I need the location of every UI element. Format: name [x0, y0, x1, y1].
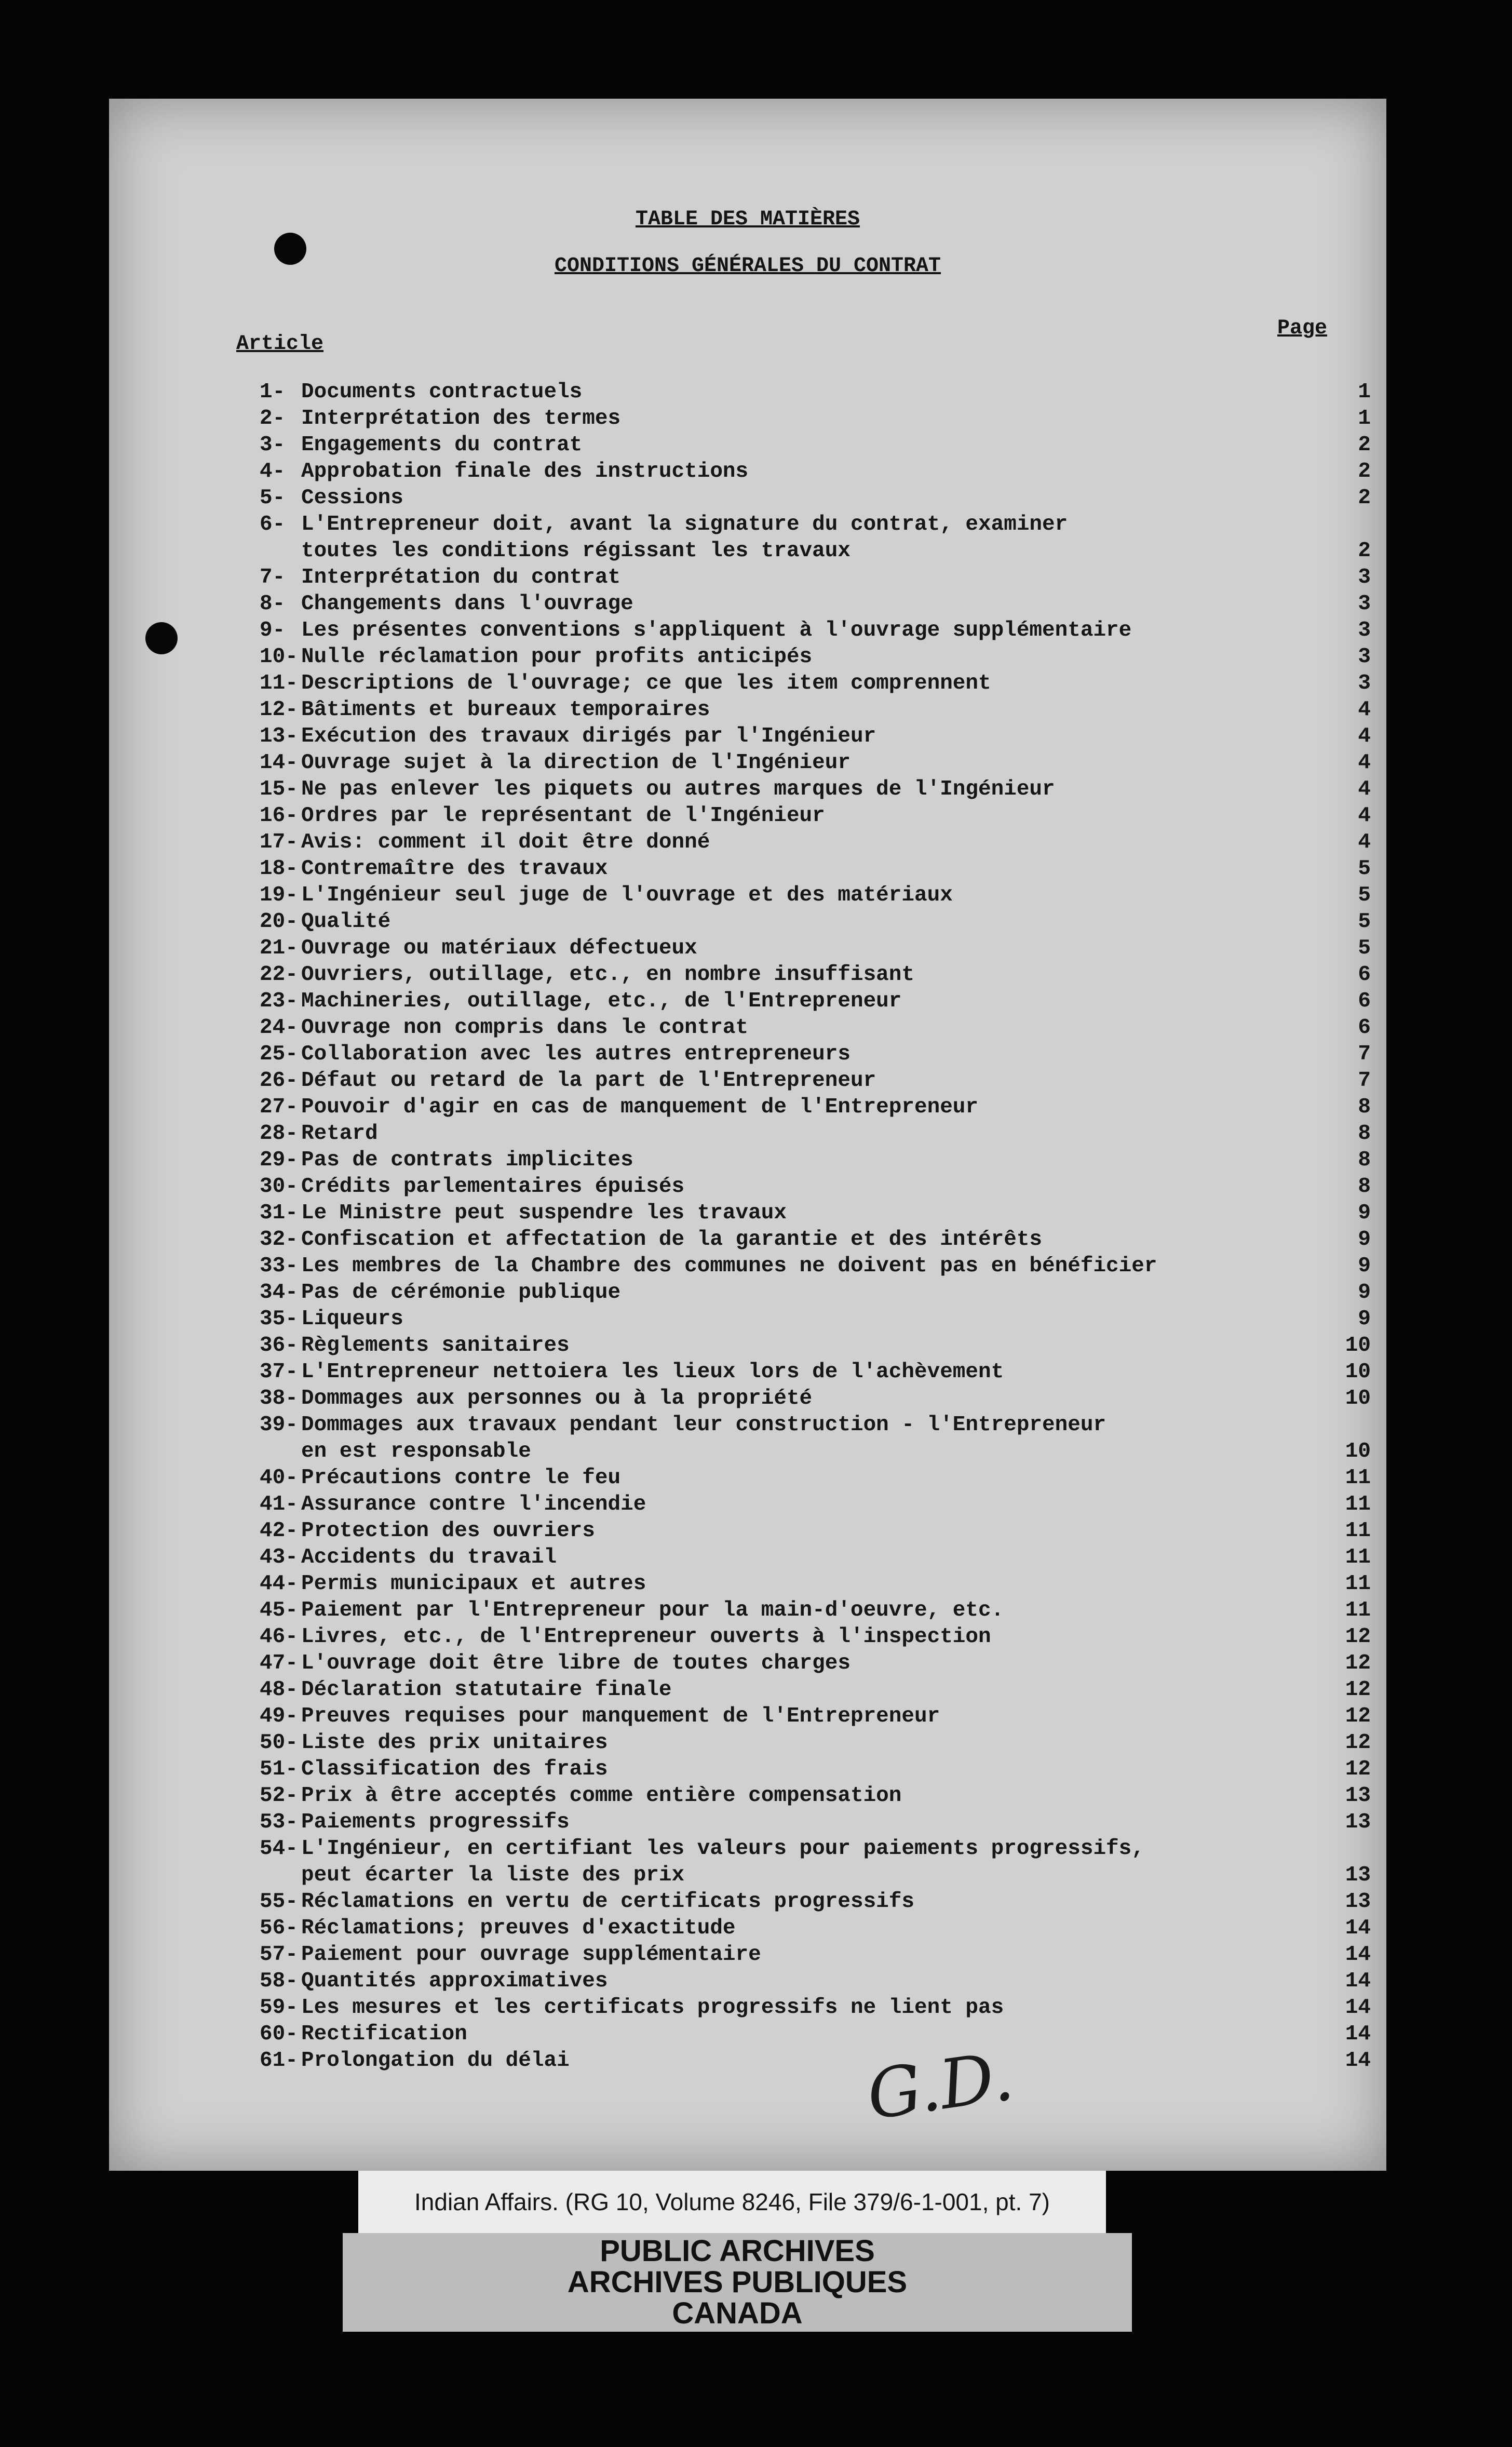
toc-entry-title: Preuves requises pour manquement de l'Entrepreneur: [301, 1704, 940, 1728]
toc-entry-page: 6: [1358, 963, 1371, 987]
toc-entry-page: 7: [1358, 1069, 1371, 1093]
toc-entry-page: 9: [1358, 1201, 1371, 1225]
toc-entry: [260, 644, 1371, 670]
toc-entry-title: Paiement par l'Entrepreneur pour la main-d'oeuvre, etc.: [301, 1598, 1004, 1622]
toc-entry: [260, 1942, 1371, 1968]
toc-entry-number: 49-: [260, 1704, 298, 1728]
toc-entry-number: 45-: [260, 1598, 298, 1622]
toc-entry-number: 17-: [260, 830, 298, 854]
toc-entry-page: 12: [1345, 1731, 1371, 1755]
toc-entry-number: 29-: [260, 1148, 298, 1172]
toc-entry: [260, 697, 1371, 723]
toc-entry-number: 24-: [260, 1016, 298, 1040]
toc-entry: [260, 1333, 1371, 1359]
toc-entry-page: 3: [1358, 619, 1371, 642]
toc-entry: [260, 1756, 1371, 1783]
toc-entry-page: 3: [1358, 566, 1371, 589]
toc-entry: [260, 1889, 1371, 1915]
toc-entry-page: 9: [1358, 1254, 1371, 1278]
toc-entry-number: 58-: [260, 1969, 298, 1993]
toc-entry-title: Rectification: [301, 2022, 467, 2046]
toc-entry: [260, 1571, 1371, 1597]
toc-entry: [260, 1968, 1371, 1995]
toc-entry: [260, 829, 1371, 856]
toc-entry: [260, 1015, 1371, 1041]
toc-entry-number: 48-: [260, 1678, 298, 1702]
toc-entry-title: Documents contractuels: [301, 380, 583, 404]
toc-entry-page: 13: [1345, 1890, 1371, 1914]
toc-entry: [260, 591, 1371, 617]
toc-entry: [260, 1915, 1371, 1942]
toc-entry: [260, 1544, 1371, 1571]
toc-entry-page: 10: [1345, 1334, 1371, 1357]
toc-entry-page: 12: [1345, 1704, 1371, 1728]
toc-entry-number: 35-: [260, 1307, 298, 1331]
toc-entry-number: 51-: [260, 1757, 298, 1781]
archive-reference-label: Indian Affairs. (RG 10, Volume 8246, File 379/6-1-001, pt. 7): [358, 2171, 1106, 2233]
toc-entry-number: 6-: [260, 513, 286, 536]
toc-entry-page: 3: [1358, 645, 1371, 669]
toc-entry-page: 12: [1345, 1625, 1371, 1649]
toc-entry: [260, 1227, 1371, 1253]
toc-entry: [260, 379, 1371, 406]
toc-entry-page: 3: [1358, 592, 1371, 616]
toc-entry-page: 11: [1345, 1545, 1371, 1569]
toc-entry-title: Défaut ou retard de la part de l'Entrepreneur: [301, 1069, 876, 1093]
toc-entry-page: 5: [1358, 910, 1371, 934]
toc-entry-number: 22-: [260, 963, 298, 987]
toc-entry-title: Le Ministre peut suspendre les travaux: [301, 1201, 787, 1225]
toc-entry-title: Protection des ouvriers: [301, 1519, 595, 1543]
toc-entry-number: 18-: [260, 857, 298, 881]
toc-entry-title: Livres, etc., de l'Entrepreneur ouverts à l'inspection: [301, 1625, 991, 1649]
toc-entry-title: Classification des frais: [301, 1757, 608, 1781]
toc-entry-page: 12: [1345, 1678, 1371, 1702]
table-of-contents: [260, 379, 1371, 2074]
toc-entry-title: Confiscation et affectation de la garantie et des intérêts: [301, 1228, 1043, 1252]
toc-entry-number: 54-: [260, 1837, 298, 1861]
document-page: [109, 99, 1386, 2171]
toc-entry-page: 14: [1345, 1916, 1371, 1940]
toc-entry-number: 16-: [260, 804, 298, 828]
toc-entry-number: 8-: [260, 592, 286, 616]
toc-entry-page: 10: [1345, 1387, 1371, 1410]
toc-entry-page: 9: [1358, 1281, 1371, 1305]
toc-entry-title: L'ouvrage doit être libre de toutes charges: [301, 1651, 851, 1675]
toc-entry-number: 47-: [260, 1651, 298, 1675]
toc-entry-number: 44-: [260, 1572, 298, 1596]
toc-entry-number: 42-: [260, 1519, 298, 1543]
toc-entry-title: Qualité: [301, 910, 391, 934]
toc-entry-number: 32-: [260, 1228, 298, 1252]
toc-entry-number: 27-: [260, 1095, 298, 1119]
toc-entry-number: 33-: [260, 1254, 298, 1278]
toc-entry-number: 30-: [260, 1175, 298, 1199]
toc-entry-title: Nulle réclamation pour profits anticipés: [301, 645, 813, 669]
toc-entry-title: Paiements progressifs: [301, 1810, 570, 1834]
toc-entry-title: Ordres par le représentant de l'Ingénieur: [301, 804, 825, 828]
toc-entry: [260, 432, 1371, 459]
toc-entry-title: L'Ingénieur seul juge de l'ouvrage et des matériaux: [301, 883, 953, 907]
toc-entry-title: Liste des prix unitaires: [301, 1731, 608, 1755]
toc-entry-number: 56-: [260, 1916, 298, 1940]
toc-entry-title: Les membres de la Chambre des communes ne doivent pas en bénéficier: [301, 1254, 1157, 1278]
toc-entry-title: Règlements sanitaires: [301, 1334, 570, 1357]
toc-entry-title: Paiement pour ouvrage supplémentaire: [301, 1943, 761, 1967]
toc-entry-title: Machineries, outillage, etc., de l'Entrepreneur: [301, 989, 902, 1013]
toc-entry-page: 9: [1358, 1307, 1371, 1331]
toc-entry: [260, 909, 1371, 935]
toc-entry-number: 11-: [260, 671, 298, 695]
toc-entry-number: 61-: [260, 2049, 298, 2073]
toc-entry-title: Ouvrage sujet à la direction de l'Ingénieur: [301, 751, 851, 775]
toc-entry-number: 9-: [260, 619, 286, 642]
toc-entry-number: 43-: [260, 1545, 298, 1569]
toc-entry-page: 8: [1358, 1175, 1371, 1199]
article-column-label: Article: [236, 332, 324, 356]
toc-entry: [260, 1386, 1371, 1412]
toc-entry-title: Retard: [301, 1122, 378, 1146]
toc-entry-number: 1-: [260, 380, 286, 404]
toc-entry: [260, 1200, 1371, 1227]
toc-entry-title: Collaboration avec les autres entrepreneurs: [301, 1042, 851, 1066]
document-subtitle: CONDITIONS GÉNÉRALES DU CONTRAT: [554, 254, 941, 278]
toc-entry-title: L'Entrepreneur nettoiera les lieux lors de l'achèvement: [301, 1360, 1004, 1384]
toc-entry-number: 26-: [260, 1069, 298, 1093]
toc-entry: [260, 564, 1371, 591]
toc-entry-page: 8: [1358, 1122, 1371, 1146]
toc-entry-title: Réclamations en vertu de certificats progressifs: [301, 1890, 914, 1914]
toc-entry-page: 2: [1358, 486, 1371, 510]
toc-entry-number: 36-: [260, 1334, 298, 1357]
toc-entry: [260, 803, 1371, 829]
toc-entry-page: 7: [1358, 1042, 1371, 1066]
toc-entry: [260, 988, 1371, 1015]
toc-entry-title: Crédits parlementaires épuisés: [301, 1175, 685, 1199]
toc-entry-title: Interprétation du contrat: [301, 566, 621, 589]
toc-entry-title: Engagements du contrat: [301, 433, 583, 457]
toc-entry-page: 10: [1345, 1360, 1371, 1384]
toc-entry-page: 4: [1358, 777, 1371, 801]
toc-entry-number: 15-: [260, 777, 298, 801]
toc-entry: [260, 1121, 1371, 1147]
toc-entry-number: 4-: [260, 460, 286, 483]
toc-entry-title: L'Entrepreneur doit, avant la signature du contrat, examiner toutes les conditions régissant les travaux: [301, 513, 1068, 563]
toc-entry-page: 14: [1345, 1943, 1371, 1967]
toc-entry: [260, 2048, 1371, 2074]
toc-entry-title: Changements dans l'ouvrage: [301, 592, 633, 616]
toc-entry-title: Descriptions de l'ouvrage; ce que les item comprennent: [301, 671, 991, 695]
toc-entry-page: 13: [1345, 1810, 1371, 1834]
toc-entry: [260, 1465, 1371, 1491]
toc-entry-number: 5-: [260, 486, 286, 510]
handwritten-signature: G.D.: [862, 2036, 1018, 2135]
toc-entry-number: 25-: [260, 1042, 298, 1066]
toc-entry: [260, 1809, 1371, 1836]
toc-entry-number: 55-: [260, 1890, 298, 1914]
toc-entry-number: 3-: [260, 433, 286, 457]
toc-entry-title: Ouvriers, outillage, etc., en nombre insuffisant: [301, 963, 914, 987]
toc-entry-page: 13: [1345, 1784, 1371, 1808]
toc-entry-page: 11: [1345, 1519, 1371, 1543]
toc-entry-title: Contremaître des travaux: [301, 857, 608, 881]
toc-entry: [260, 1359, 1371, 1386]
toc-entry-number: 21-: [260, 936, 298, 960]
toc-entry: [260, 512, 1371, 564]
toc-entry-number: 37-: [260, 1360, 298, 1384]
toc-entry: [260, 935, 1371, 962]
toc-entry-title: Assurance contre l'incendie: [301, 1493, 646, 1516]
document-title: TABLE DES MATIÈRES: [635, 208, 860, 231]
toc-entry-title: Pas de cérémonie publique: [301, 1281, 621, 1305]
toc-entry: [260, 1597, 1371, 1624]
toc-entry-number: 53-: [260, 1810, 298, 1834]
toc-entry: [260, 856, 1371, 882]
toc-entry: [260, 962, 1371, 988]
toc-entry-title: Réclamations; preuves d'exactitude: [301, 1916, 736, 1940]
toc-entry-number: 39-: [260, 1413, 298, 1437]
toc-entry-page: 8: [1358, 1095, 1371, 1119]
toc-entry-title: Ouvrage non compris dans le contrat: [301, 1016, 749, 1040]
toc-entry-page: 6: [1358, 1016, 1371, 1040]
toc-entry-title: Précautions contre le feu: [301, 1466, 621, 1490]
toc-entry-page: 12: [1345, 1651, 1371, 1675]
toc-entry: [260, 485, 1371, 512]
toc-entry: [260, 1041, 1371, 1068]
toc-entry-page: 12: [1345, 1757, 1371, 1781]
toc-entry: [260, 1677, 1371, 1703]
toc-entry: [260, 1518, 1371, 1544]
toc-entry-title: Prolongation du délai: [301, 2049, 570, 2073]
toc-entry-number: 52-: [260, 1784, 298, 1808]
toc-entry-page: 11: [1345, 1598, 1371, 1622]
toc-entry: [260, 1624, 1371, 1650]
toc-entry-page: 2: [1358, 539, 1371, 563]
toc-entry-number: 7-: [260, 566, 286, 589]
archive-stamp: [343, 2233, 1132, 2332]
toc-entry-page: 11: [1345, 1572, 1371, 1596]
toc-entry-number: 60-: [260, 2022, 298, 2046]
archive-stamp-line-2: ARCHIVES PUBLIQUES: [567, 2265, 908, 2299]
toc-entry-page: 2: [1358, 460, 1371, 483]
toc-entry-number: 40-: [260, 1466, 298, 1490]
toc-entry-number: 2-: [260, 407, 286, 431]
toc-entry-page: 5: [1358, 883, 1371, 907]
toc-entry-number: 12-: [260, 698, 298, 722]
toc-entry: [260, 406, 1371, 432]
toc-entry-page: 14: [1345, 1996, 1371, 2020]
toc-entry-title: Dommages aux travaux pendant leur construction - l'Entrepreneur en est responsable: [301, 1413, 1106, 1463]
toc-entry-title: Quantités approximatives: [301, 1969, 608, 1993]
toc-entry-title: Bâtiments et bureaux temporaires: [301, 698, 710, 722]
toc-entry-number: 59-: [260, 1996, 298, 2020]
toc-entry-title: Dommages aux personnes ou à la propriété: [301, 1387, 813, 1410]
toc-entry: [260, 459, 1371, 485]
toc-entry-page: 5: [1358, 857, 1371, 881]
toc-entry-page: 1: [1358, 380, 1371, 404]
toc-entry-title: Prix à être acceptés comme entière compensation: [301, 1784, 902, 1808]
toc-entry-page: 4: [1358, 751, 1371, 775]
toc-entry-number: 41-: [260, 1493, 298, 1516]
toc-entry-number: 28-: [260, 1122, 298, 1146]
toc-entry-page: 5: [1358, 936, 1371, 960]
toc-entry-number: 20-: [260, 910, 298, 934]
toc-entry-number: 23-: [260, 989, 298, 1013]
toc-entry: [260, 1730, 1371, 1756]
archive-stamp-line-3: CANADA: [672, 2296, 803, 2330]
toc-entry: [260, 1094, 1371, 1121]
toc-entry-number: 10-: [260, 645, 298, 669]
toc-entry: [260, 1068, 1371, 1094]
toc-entry-number: 50-: [260, 1731, 298, 1755]
archive-stamp-line-1: PUBLIC ARCHIVES: [600, 2234, 875, 2268]
toc-entry-page: 2: [1358, 433, 1371, 457]
page-column-label: Page: [1277, 317, 1328, 340]
toc-entry-title: Cessions: [301, 486, 403, 510]
toc-entry-number: 46-: [260, 1625, 298, 1649]
toc-entry-title: Liqueurs: [301, 1307, 403, 1331]
toc-entry: [260, 1836, 1371, 1889]
toc-entry-title: Approbation finale des instructions: [301, 460, 749, 483]
toc-entry-title: Ouvrage ou matériaux défectueux: [301, 936, 697, 960]
toc-entry-page: 1: [1358, 407, 1371, 431]
toc-entry: [260, 617, 1371, 644]
toc-entry-title: Déclaration statutaire finale: [301, 1678, 672, 1702]
toc-entry-page: 10: [1345, 1440, 1371, 1463]
toc-entry-page: 4: [1358, 830, 1371, 854]
punch-hole-middle: [145, 622, 178, 654]
toc-entry-page: 8: [1358, 1148, 1371, 1172]
toc-entry: [260, 750, 1371, 776]
toc-entry-title: Les présentes conventions s'appliquent à l'ouvrage supplémentaire: [301, 619, 1132, 642]
toc-entry-title: L'Ingénieur, en certifiant les valeurs pour paiements progressifs, peut écarter la liste des prix: [301, 1837, 1144, 1887]
toc-entry: [260, 1280, 1371, 1306]
toc-entry-page: 11: [1345, 1466, 1371, 1490]
toc-entry: [260, 2021, 1371, 2048]
toc-entry-title: Ne pas enlever les piquets ou autres marques de l'Ingénieur: [301, 777, 1055, 801]
toc-entry-page: 14: [1345, 2049, 1371, 2073]
toc-entry-page: 6: [1358, 989, 1371, 1013]
toc-entry-page: 9: [1358, 1228, 1371, 1252]
toc-entry: [260, 1703, 1371, 1730]
toc-entry: [260, 882, 1371, 909]
toc-entry-title: Accidents du travail: [301, 1545, 557, 1569]
toc-entry-page: 3: [1358, 671, 1371, 695]
toc-entry-title: Les mesures et les certificats progressifs ne lient pas: [301, 1996, 1004, 2020]
toc-entry-number: 38-: [260, 1387, 298, 1410]
toc-entry-page: 4: [1358, 698, 1371, 722]
toc-entry-title: Permis municipaux et autres: [301, 1572, 646, 1596]
toc-entry-title: Pas de contrats implicites: [301, 1148, 633, 1172]
toc-entry-page: 11: [1345, 1493, 1371, 1516]
toc-entry: [260, 1306, 1371, 1333]
toc-entry-title: Interprétation des termes: [301, 407, 621, 431]
toc-entry: [260, 1650, 1371, 1677]
toc-entry-number: 14-: [260, 751, 298, 775]
toc-entry-page: 14: [1345, 1969, 1371, 1993]
toc-entry-page: 14: [1345, 2022, 1371, 2046]
toc-entry: [260, 723, 1371, 750]
toc-entry-title: Pouvoir d'agir en cas de manquement de l'Entrepreneur: [301, 1095, 979, 1119]
toc-entry-number: 31-: [260, 1201, 298, 1225]
toc-entry-page: 4: [1358, 724, 1371, 748]
toc-entry-number: 57-: [260, 1943, 298, 1967]
toc-entry-number: 19-: [260, 883, 298, 907]
toc-entry: [260, 1174, 1371, 1200]
toc-entry: [260, 1491, 1371, 1518]
toc-entry: [260, 1783, 1371, 1809]
toc-entry: [260, 670, 1371, 697]
toc-entry: [260, 1147, 1371, 1174]
toc-entry: [260, 1995, 1371, 2021]
toc-entry-number: 34-: [260, 1281, 298, 1305]
toc-entry-page: 13: [1345, 1863, 1371, 1887]
toc-entry-title: Exécution des travaux dirigés par l'Ingénieur: [301, 724, 876, 748]
toc-entry: [260, 776, 1371, 803]
toc-entry-title: Avis: comment il doit être donné: [301, 830, 710, 854]
toc-entry: [260, 1253, 1371, 1280]
toc-entry: [260, 1412, 1371, 1465]
toc-entry-number: 13-: [260, 724, 298, 748]
toc-entry-page: 4: [1358, 804, 1371, 828]
